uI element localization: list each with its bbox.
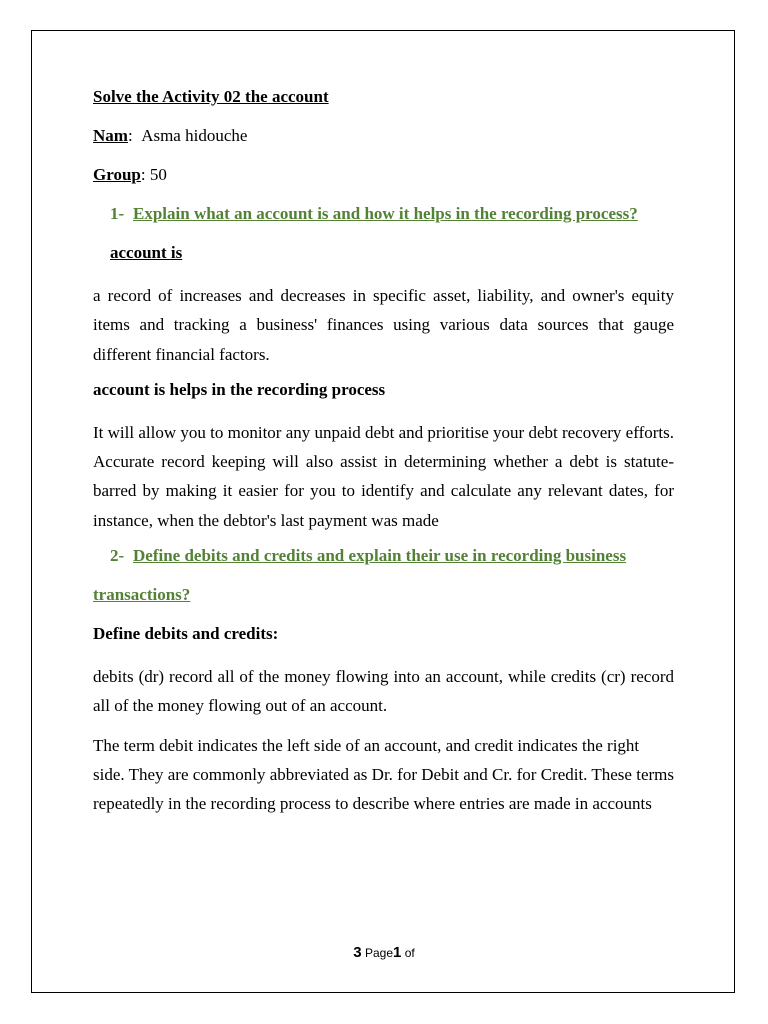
paragraph-term-debit: The term debit indicates the left side of an account, and credit indicates the right side. They are commonly abbreviated as Dr. for Debit and Cr. for Credit. These terms repeatedly in the recording process to describe where entries are made in accounts — [93, 735, 674, 814]
name-field — [93, 125, 674, 147]
question-2-text-line2: transactions? — [93, 585, 191, 605]
footer-total-pages: 3 — [353, 944, 362, 961]
heading-define-debits-credits: Define debits and credits: — [93, 624, 279, 644]
document-title: Solve the Activity 02 the account — [93, 87, 329, 106]
paragraph-account-definition: a record of increases and decreases in specific asset, liability, and owner's equity items and tracking a business' finances using various data sources that gauge different financial factors. — [93, 286, 674, 364]
footer-page-word: Page — [364, 946, 393, 960]
question-1 — [110, 203, 674, 225]
question-2-number: 2- — [110, 546, 125, 566]
page-footer — [0, 944, 768, 961]
group-label: Group — [93, 165, 141, 184]
paragraph-account-helps: It will allow you to monitor any unpaid debt and prioritise your debt recovery efforts. Accurate record keeping will also assist in determining whether a debt is statute-barred by making it easier for you to identify and calculate any relevant dates, for instance, when the debtor's last payment was made — [93, 422, 674, 530]
document-body — [93, 86, 674, 829]
name-label: Nam — [93, 126, 128, 145]
name-value: Asma hidouche — [141, 126, 248, 145]
footer-of-word: of — [404, 946, 415, 960]
heading-account-is: account is — [110, 243, 183, 262]
footer-current-page: 1 — [393, 944, 402, 961]
question-1-number: 1- — [110, 204, 125, 223]
group-field — [93, 164, 674, 186]
heading-account-helps: account is helps in the recording process — [93, 379, 386, 399]
question-2 — [110, 545, 674, 567]
question-2-text-line1: Define debits and credits and explain their use in recording business — [133, 546, 627, 566]
paragraph-debits-credits: debits (dr) record all of the money flowing into an account, while credits (cr) record all of the money flowing out of an account. — [93, 667, 674, 716]
question-1-text: Explain what an account is and how it helps in the recording process? — [133, 204, 638, 223]
group-value: 50 — [149, 165, 167, 184]
name-colon: : — [127, 126, 142, 145]
group-colon: : — [140, 165, 150, 184]
